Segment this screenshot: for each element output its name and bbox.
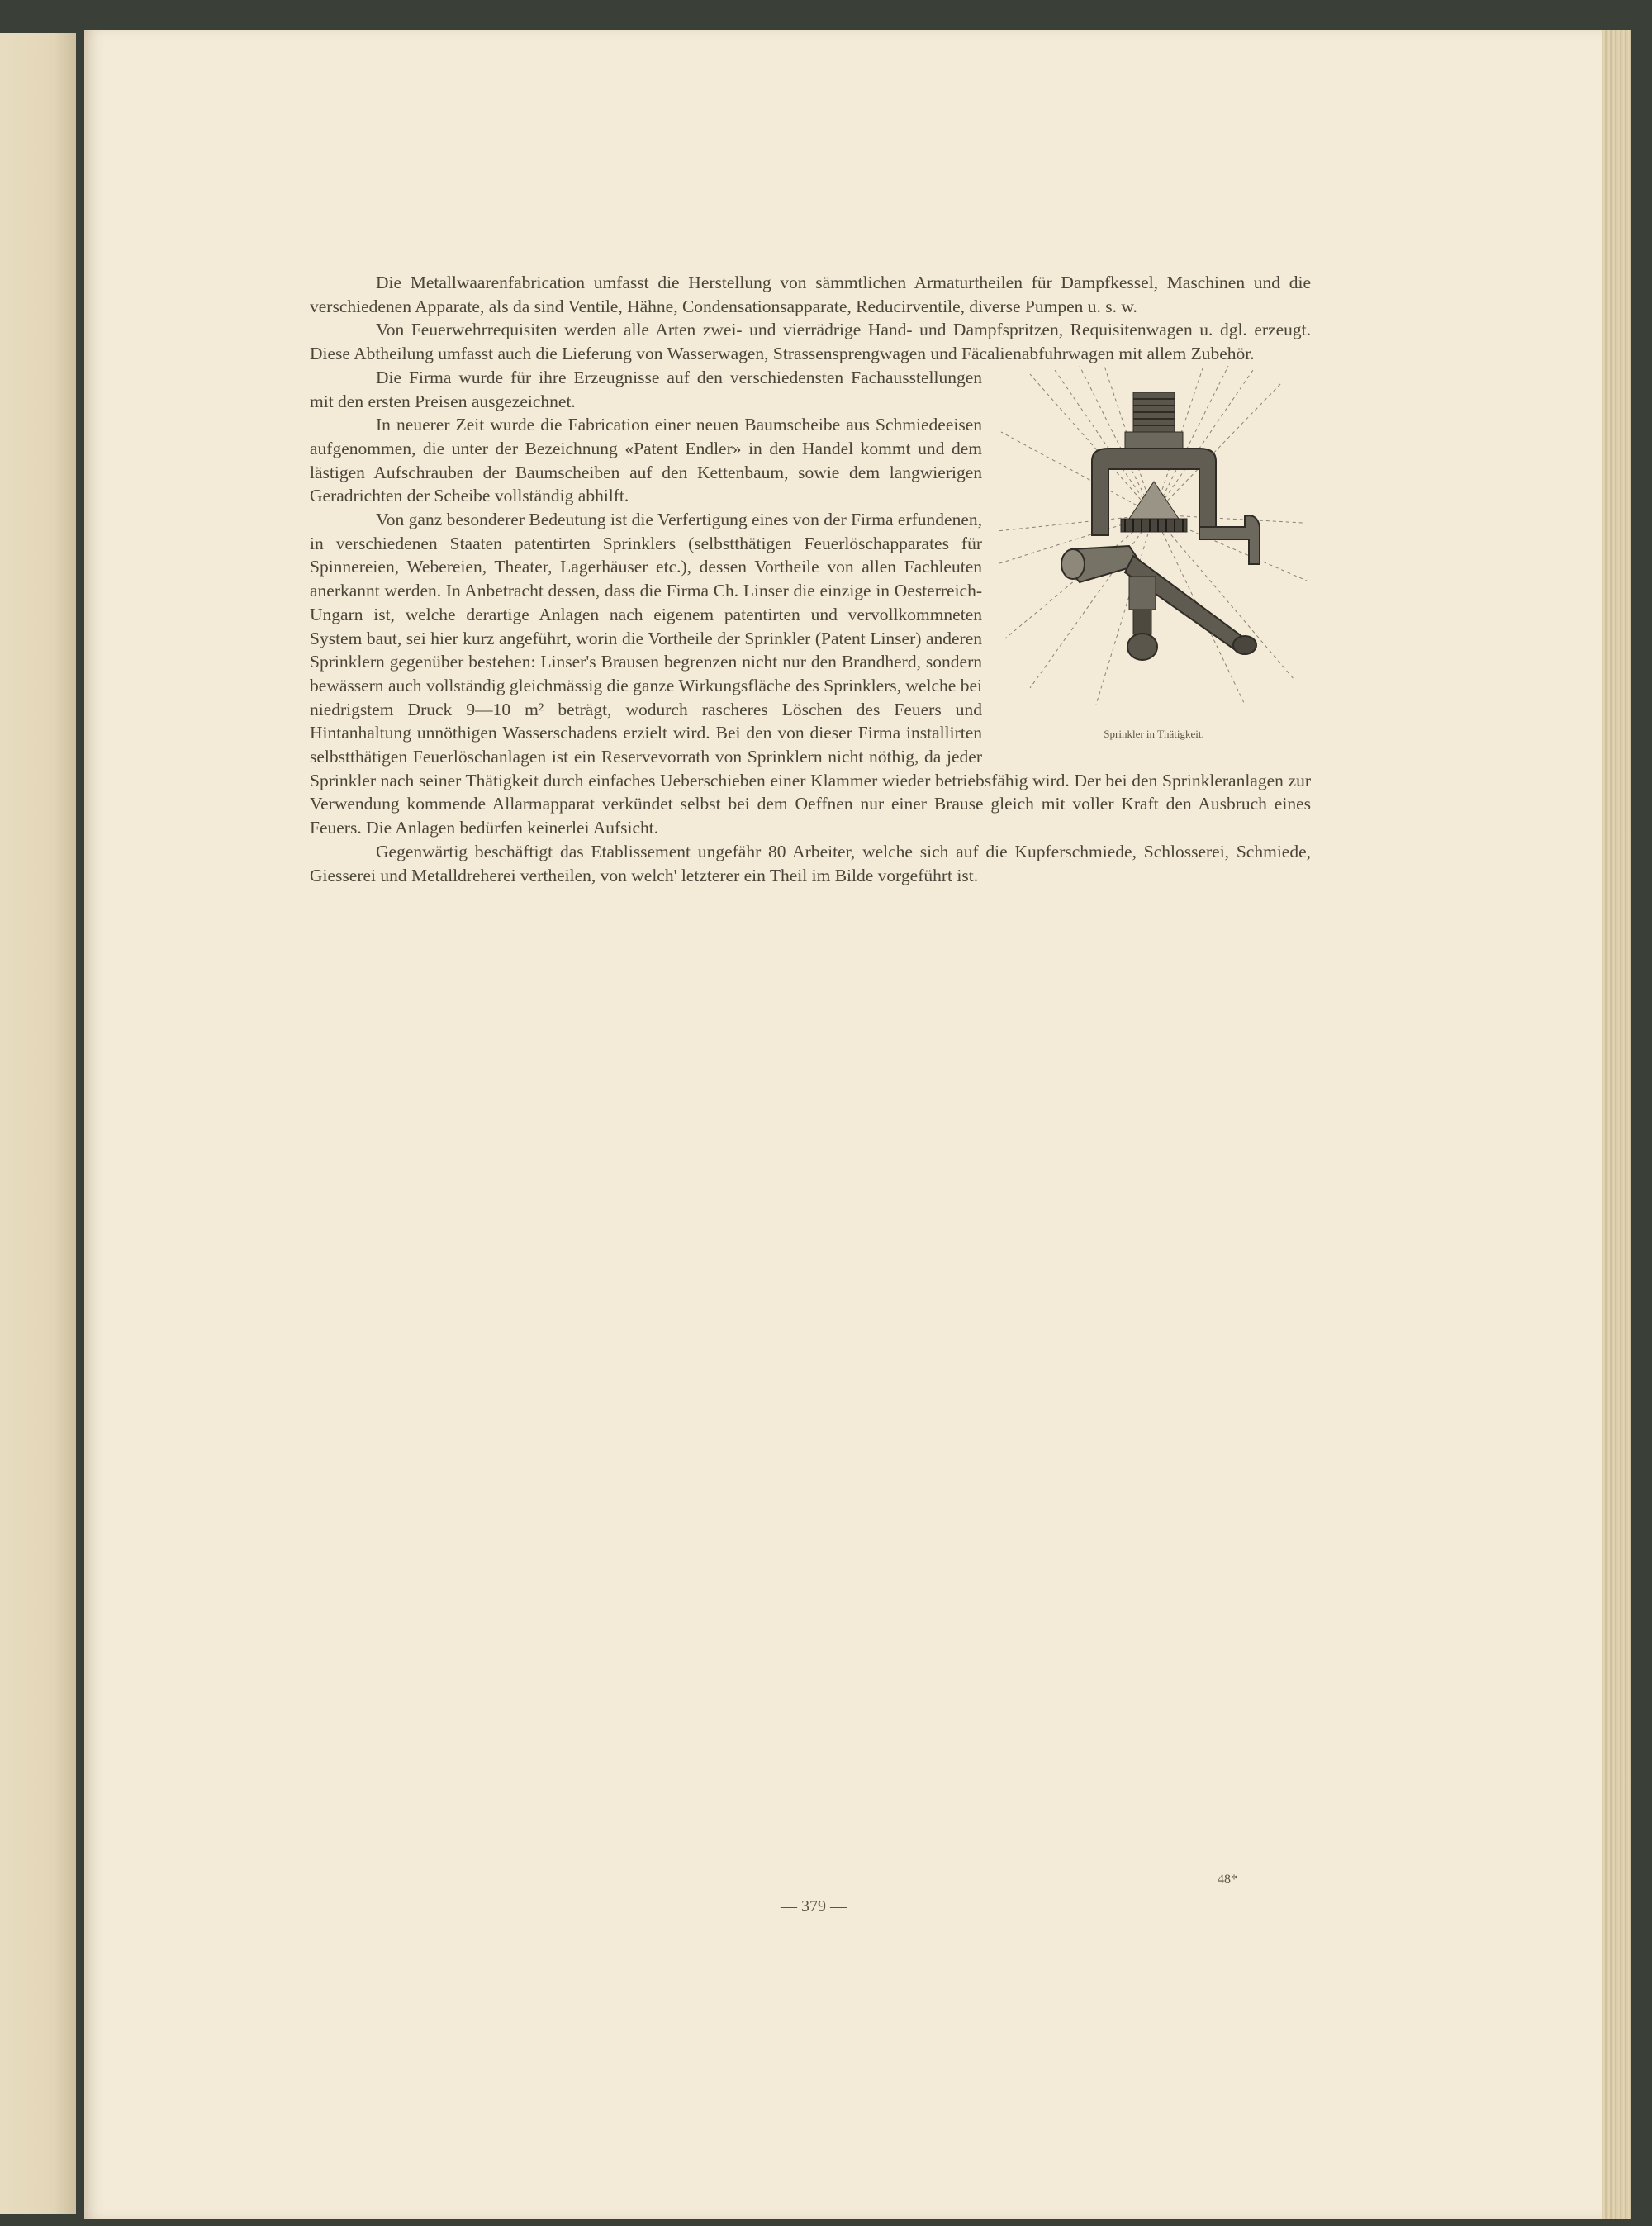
sprinkler-illustration-icon — [997, 366, 1311, 713]
paragraph-6: Gegenwärtig beschäftigt das Etablissement ungefähr 80 Arbeiter, welche sich auf die Kupferschmiede, Schlosserei, Schmiede, Giesserei und Metalldreherei vertheilen, von welch' letzterer ein Theil im Bilde vorgeführt ist. — [310, 841, 1311, 885]
signature-mark: 48* — [1218, 1872, 1237, 1887]
sprinkler-body — [1061, 392, 1260, 660]
sprinkler-figure — [997, 366, 1311, 721]
paragraph-2: Von Feuerwehrrequisiten werden alle Arten zwei- und vierrädrige Hand- und Dampfspritzen, Requisitenwagen u. dgl. erzeugt. Diese Abtheilung umfasst auch die Lieferung von Wasserwagen, Strassensprengwagen und Fäcalienabfuhrwagen mit allem Zubehör. — [310, 320, 1311, 364]
page-edges — [1602, 30, 1631, 2219]
figure-caption: Sprinkler in Thätigkeit. — [1104, 727, 1204, 740]
figure-container — [997, 366, 1311, 746]
paragraph-4: In neuerer Zeit wurde die Fabrication einer neuen Baumscheibe aus Schmiedeeisen aufgenommen, die unter der Bezeichnung «Patent Endler» in den Handel kommt und dem lästigen Aufschrauben der Baumscheiben auf den Kettenbaum, sowie dem langwierigen Geradrichten der Scheibe vollständig abhilft. — [310, 415, 982, 506]
text-block — [310, 271, 1311, 887]
left-page-edge — [0, 33, 76, 2214]
paragraph-3: Die Firma wurde für ihre Erzeugnisse auf den verschiedensten Fachausstellungen mit den ersten Preisen ausgezeichnet. — [310, 367, 982, 411]
page-number: — 379 — — [781, 1897, 847, 1915]
paragraph-1: Die Metallwaarenfabrication umfasst die Herstellung von sämmtlichen Armaturtheilen für Dampfkessel, Maschinen und die verschiedenen Apparate, als da sind Ventile, Hähne, Condensationsapparate, Reducirventile, diverse Pumpen u. s. w. — [310, 273, 1311, 316]
paragraph-5: Von ganz besonderer Bedeutung ist die Verfertigung eines von der Firma erfundenen, in verschiedenen Staaten patentirten Sprinklers (selbstthätigen Feuerlöschapparates für Spinnereien, Webereien, Theater, Lagerhäuser etc.), dessen Vortheile von allen Fachleuten anerkannt werden. In Anbetracht dessen, dass die Firma Ch. Linser die einzige in Oesterreich-Ungarn ist, welche derartige Anlagen nach eigenem patentirten und vervollkommneten System baut, sei hier kurz angeführt, worin die Vortheile der Sprinkler (Patent Linser) anderen Sprinklern gegenüber bestehen: Linser's Brausen begrenzen nicht nur den Brandherd, sondern bewässern auch vollständig gleichmässig die ganze Wirkungsfläche des Sprinklers, welche bei niedrigstem Druck 9—10 m² beträgt, wodurch rascheres Löschen des Feuers und Hintanhaltung unnöthigen Wasserschadens erzielt wird. Bei den von dieser Firma installirten selbstthätigen Feuerlöschanlagen ist ein Reservevorrath von Sprinklern nicht nöthig, da jeder Sprinkler nach seiner Thätigkeit durch einfaches Ueberschieben einer Klammer wieder betriebsfähig wird. Der bei den Sprinkleranlagen zur Verwendung kommende Allarmapparat verkündet selbst bei dem Oeffnen nur einer Brause gleich mit voller Kraft den Ausbruch eines Feuers. Die Anlagen bedürfen keinerlei Aufsicht. — [310, 510, 1311, 838]
